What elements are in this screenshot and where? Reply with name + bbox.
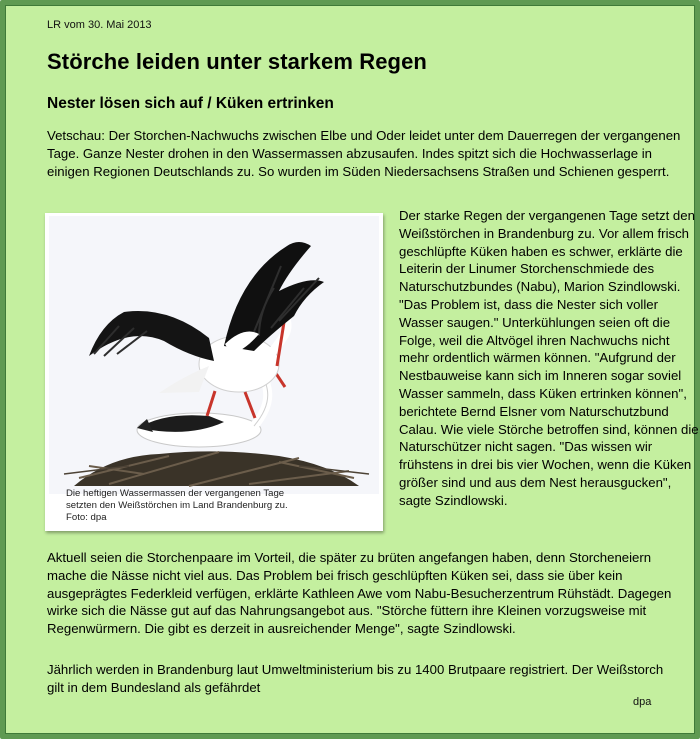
main-paragraph: Aktuell seien die Storchenpaare im Vorteil, die später zu brüten angefangen haben, denn Storcheneiern mache die Nässe nicht viel aus. Das Problem bei frisch geschlüpften Küken sei, dass sie über kein ausgeprägtes Federkleid verfügen, erklärte Kathleen Awe vom Nabu-Besucherzentrum Rühstädt. Dagegen wirke sich die Nässe gut auf das Nahrungsangebot aus. "Störche füttern ihre Kleinen vorzugsweise mit Regenwürmern. Die gibt es derzeit in ausreichender Menge", sagte Szindlowski.: [47, 550, 672, 637]
publication-date: LR vom 30. Mai 2013: [47, 19, 152, 31]
source-credit: dpa: [633, 696, 652, 708]
stork-photo: [49, 216, 379, 494]
intro-paragraph: Vetschau: Der Storchen-Nachwuchs zwischen Elbe und Oder leidet unter dem Dauerregen der vergangenen Tage. Ganze Nester drohen in den Wassermassen abzusaufen. Indes spitzt sich die Hochwasserlage in einigen Regionen Deutschlands zu. So wurden im Süden Niedersachsens Straßen und Schienen gesperrt.: [47, 128, 681, 179]
photo-caption: Die heftigen Wassermassen der vergangenen Tage setzten den Weißstörchen im Land Brandenburg zu. Foto: dpa: [66, 488, 288, 523]
side-paragraph: Der starke Regen der vergangenen Tage setzt den Weißstörchen in Brandenburg zu. Vor allem frisch geschlüpfte Küken haben es schwer, erklärte die Leiterin der Linumer Storchenschmiede des Naturschutzbundes (Nabu), Marion Szindlowski. "Das Problem ist, dass die Nester sich voller Wasser saugen." Unterkühlungen seien oft die Folge, weil die Altvögel ihren Nachwuchs nicht mehr ordentlich wärmen können. "Aufgrund der Nestbauweise kann sich im Inneren sogar soviel Wasser sammeln, dass Küken ertrinken können", berichtete Bernd Elsner vom Naturschutzbund Calau. Wie viele Störche betroffen sind, können die Naturschützer nicht sagen. "Das wissen wir frühstens in drei bis vier Wochen, wenn die Küken größer sind und aus dem Nest herausgucken", sagte Szindlowski.: [399, 208, 699, 508]
article-headline: Störche leiden unter starkem Regen: [47, 49, 427, 74]
photo-figure: [45, 213, 383, 531]
closing-paragraph: Jährlich werden in Brandenburg laut Umweltministerium bis zu 1400 Brutpaare registriert. Der Weißstorch gilt in dem Bundesland als gefährdet: [47, 662, 664, 695]
article-subheadline: Nester lösen sich auf / Küken ertrinken: [47, 95, 334, 112]
